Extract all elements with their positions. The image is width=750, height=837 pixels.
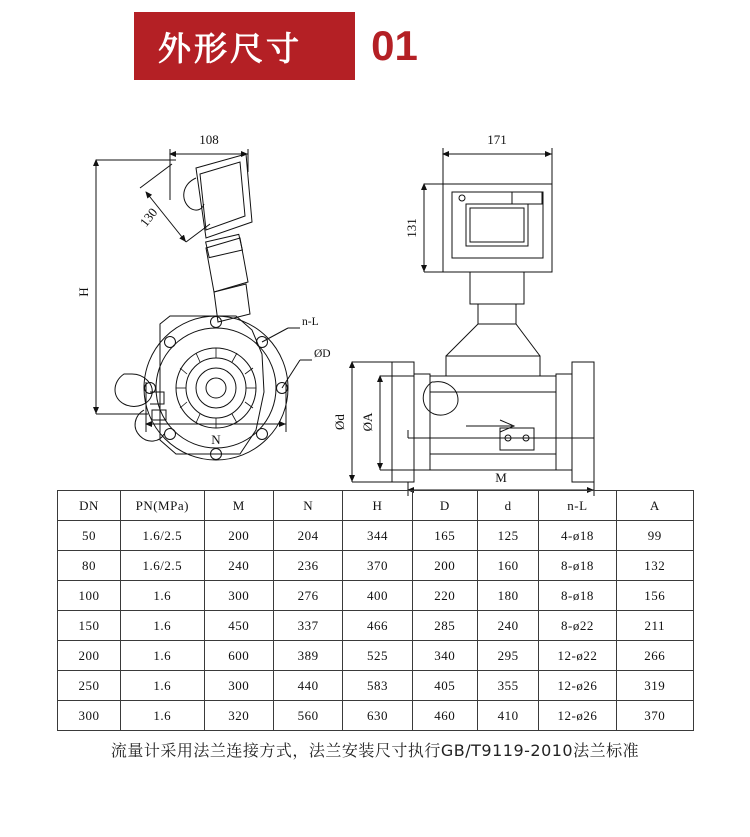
dim-right-131: 131	[404, 218, 419, 238]
table-cell: 370	[616, 701, 693, 731]
label-Od: Ød	[332, 414, 347, 430]
table-cell: 405	[412, 671, 477, 701]
table-header-cell: PN(MPa)	[120, 491, 204, 521]
table-cell: 630	[343, 701, 412, 731]
table-cell: 80	[58, 551, 121, 581]
table-cell: 460	[412, 701, 477, 731]
table-cell: 1.6	[120, 701, 204, 731]
dim-left-H: H	[76, 287, 91, 297]
table-row	[58, 701, 694, 731]
table-header-cell: M	[204, 491, 273, 521]
table-cell: 344	[343, 521, 412, 551]
table-header-row	[58, 491, 694, 521]
dimension-drawing	[0, 92, 750, 485]
table-cell: 1.6/2.5	[120, 551, 204, 581]
dim-left-N: N	[211, 432, 221, 447]
table-cell: 355	[477, 671, 538, 701]
spec-table-wrap	[57, 490, 694, 731]
table-row	[58, 551, 694, 581]
table-cell: 236	[273, 551, 342, 581]
table-cell: 440	[273, 671, 342, 701]
table-cell: 276	[273, 581, 342, 611]
table-header-cell: d	[477, 491, 538, 521]
header-number-box	[355, 12, 434, 80]
table-cell: 450	[204, 611, 273, 641]
dim-left-top-108: 108	[199, 132, 219, 147]
page-header	[0, 0, 750, 92]
table-cell: 583	[343, 671, 412, 701]
table-cell: 160	[477, 551, 538, 581]
table-cell: 285	[412, 611, 477, 641]
table-row	[58, 671, 694, 701]
table-cell: 180	[477, 581, 538, 611]
table-cell: 50	[58, 521, 121, 551]
table-cell: 300	[204, 581, 273, 611]
table-row	[58, 521, 694, 551]
page-title: 外形尺寸	[158, 28, 302, 68]
dim-right-top-171: 171	[487, 132, 507, 147]
table-cell: 8-ø18	[539, 551, 616, 581]
label-n-L: n-L	[302, 316, 319, 328]
table-cell: 200	[204, 521, 273, 551]
footer-note: 流量计采用法兰连接方式，法兰安装尺寸执行GB/T9119-2010法兰标准	[110, 741, 640, 760]
table-cell: 389	[273, 641, 342, 671]
table-cell: 300	[204, 671, 273, 701]
drawing-svg	[0, 92, 750, 485]
table-header-cell: N	[273, 491, 342, 521]
table-cell: 8-ø22	[539, 611, 616, 641]
section-number: 01	[371, 22, 418, 69]
table-header-cell: D	[412, 491, 477, 521]
table-cell: 1.6	[120, 611, 204, 641]
table-cell: 150	[58, 611, 121, 641]
dim-left-130: 130	[136, 204, 161, 230]
table-header-cell: DN	[58, 491, 121, 521]
table-cell: 400	[343, 581, 412, 611]
table-cell: 240	[477, 611, 538, 641]
table-cell: 8-ø18	[539, 581, 616, 611]
table-header-cell: n-L	[539, 491, 616, 521]
table-header-cell: H	[343, 491, 412, 521]
table-cell: 12-ø26	[539, 701, 616, 731]
table-cell: 12-ø22	[539, 641, 616, 671]
table-cell: 125	[477, 521, 538, 551]
label-OA: ØA	[360, 412, 375, 432]
table-cell: 165	[412, 521, 477, 551]
table-cell: 1.6	[120, 641, 204, 671]
table-cell: 132	[616, 551, 693, 581]
table-cell: 300	[58, 701, 121, 731]
table-cell: 250	[58, 671, 121, 701]
table-cell: 200	[412, 551, 477, 581]
table-header-cell: A	[616, 491, 693, 521]
table-cell: 240	[204, 551, 273, 581]
spec-table	[57, 490, 694, 731]
table-cell: 220	[412, 581, 477, 611]
table-cell: 466	[343, 611, 412, 641]
table-cell: 320	[204, 701, 273, 731]
table-cell: 319	[616, 671, 693, 701]
table-cell: 340	[412, 641, 477, 671]
table-cell: 1.6	[120, 671, 204, 701]
table-cell: 211	[616, 611, 693, 641]
table-row	[58, 641, 694, 671]
table-cell: 99	[616, 521, 693, 551]
table-cell: 1.6	[120, 581, 204, 611]
table-cell: 12-ø26	[539, 671, 616, 701]
label-OD: ØD	[314, 348, 331, 360]
table-cell: 200	[58, 641, 121, 671]
dim-right-M: M	[495, 470, 507, 485]
table-cell: 156	[616, 581, 693, 611]
table-cell: 560	[273, 701, 342, 731]
table-cell: 4-ø18	[539, 521, 616, 551]
table-cell: 1.6/2.5	[120, 521, 204, 551]
table-cell: 100	[58, 581, 121, 611]
table-cell: 266	[616, 641, 693, 671]
table-row	[58, 611, 694, 641]
table-cell: 525	[343, 641, 412, 671]
table-cell: 410	[477, 701, 538, 731]
table-cell: 370	[343, 551, 412, 581]
table-cell: 204	[273, 521, 342, 551]
table-cell: 600	[204, 641, 273, 671]
table-cell: 295	[477, 641, 538, 671]
table-cell: 337	[273, 611, 342, 641]
table-row	[58, 581, 694, 611]
